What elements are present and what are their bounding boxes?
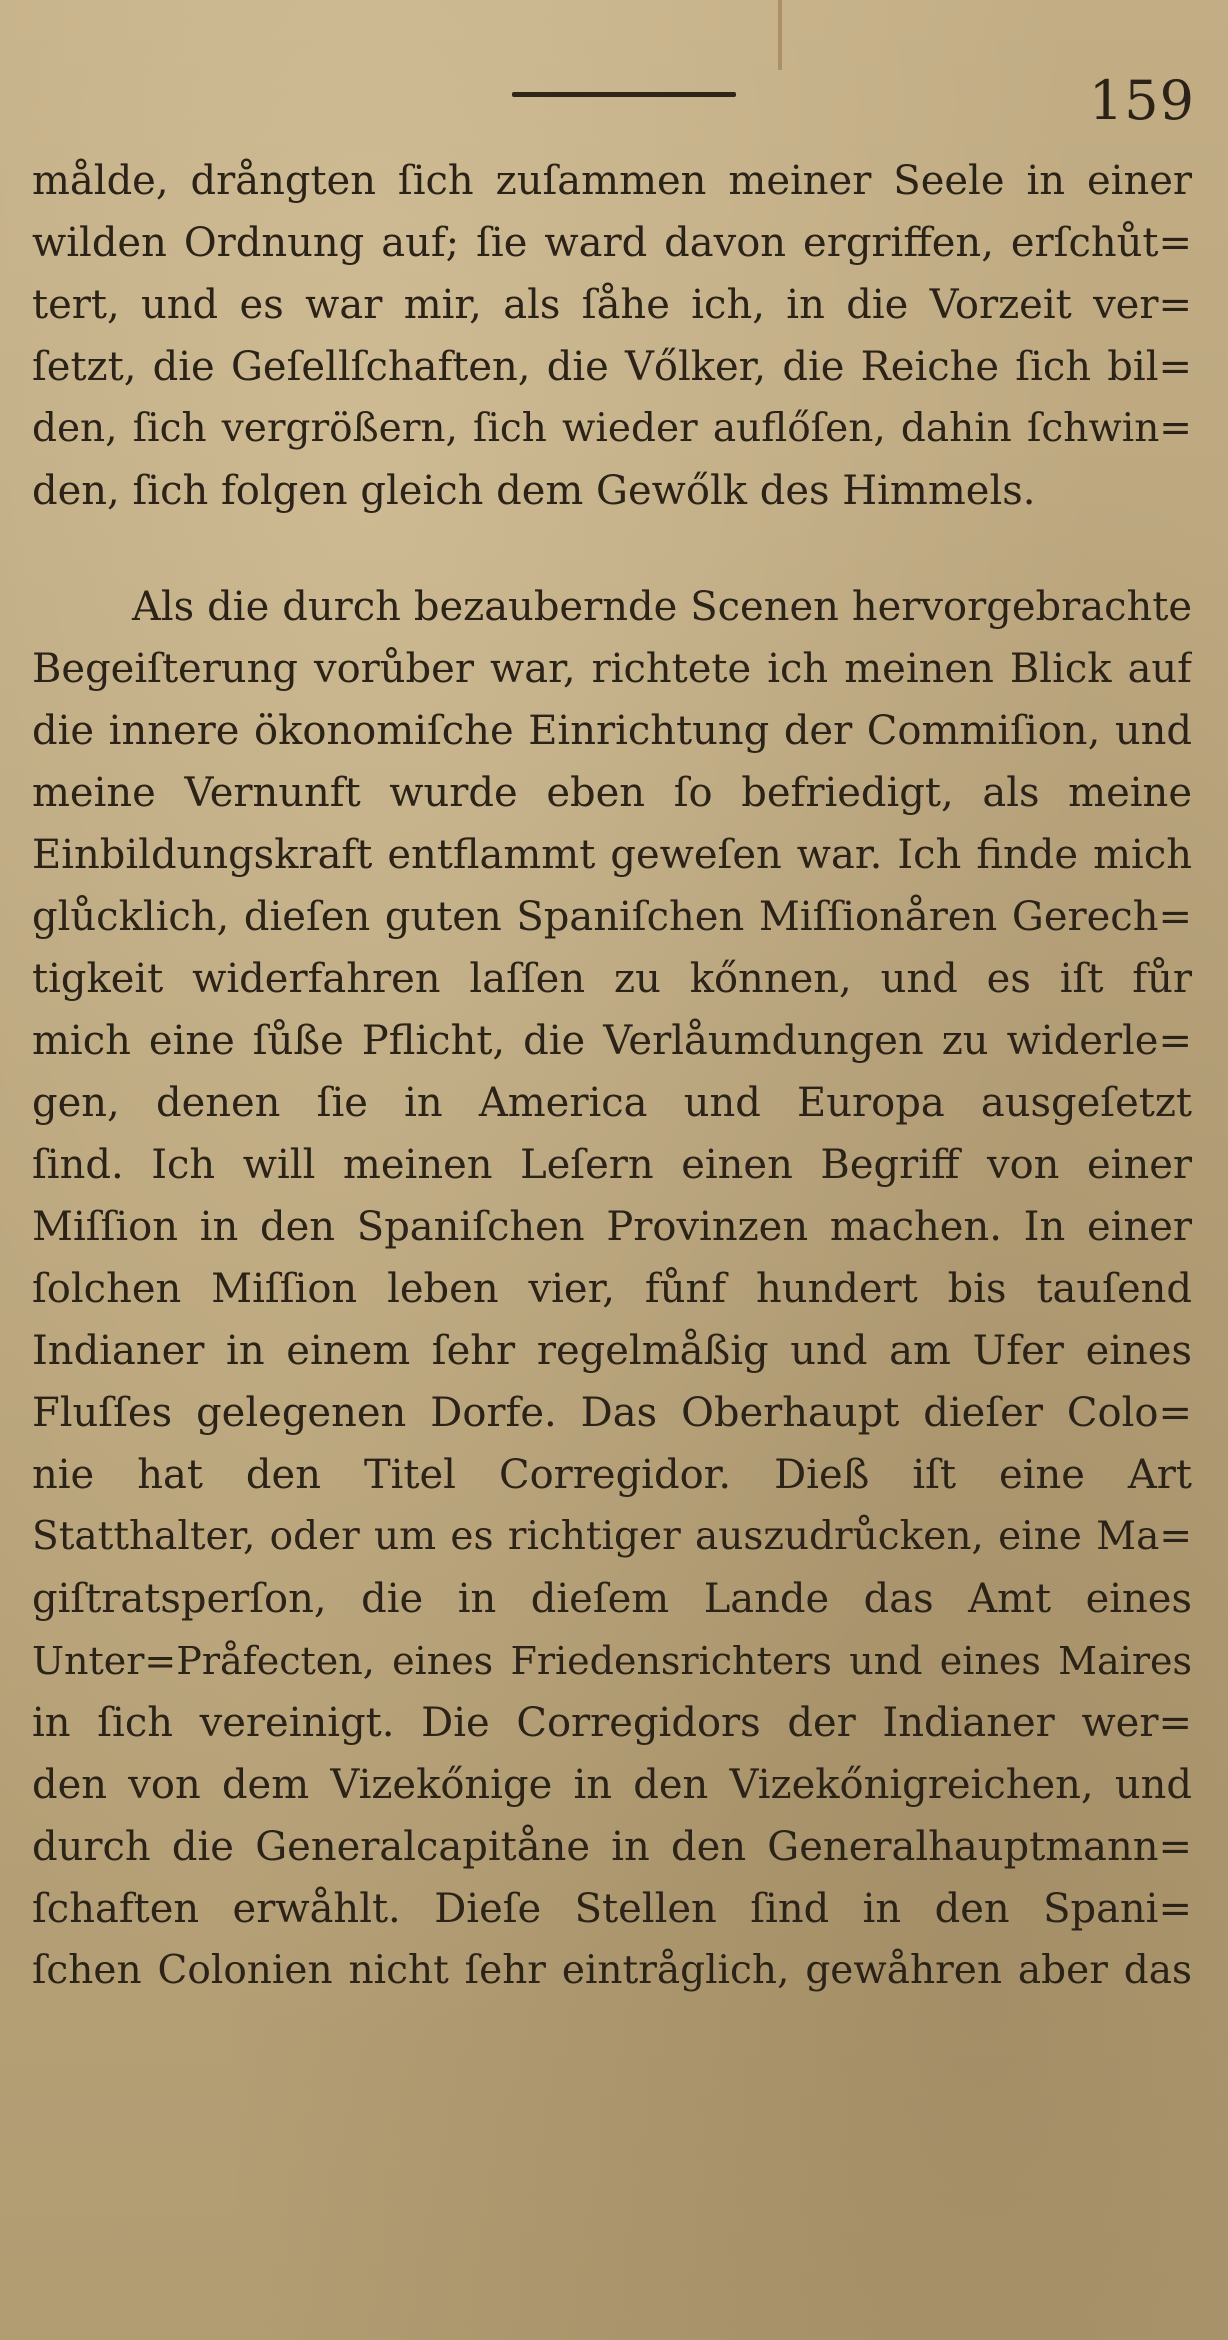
text-line: die innere ökonomiſche Einrichtung der Commiſion, und: [32, 708, 1192, 754]
text-line: ſchaften erwåhlt. Dieſe Stellen ſind in den Spani=: [32, 1886, 1192, 1932]
text-line: ſolchen Miſſion leben vier, fůnf hundert bis tauſend: [32, 1266, 1192, 1312]
body-text: [32, 150, 1192, 2002]
text-line: målde, drångten ſich zuſammen meiner Seele in einer: [32, 158, 1192, 204]
text-line: glůcklich, dieſen guten Spaniſchen Miſſionåren Gerech=: [32, 894, 1192, 940]
text-line: Einbildungskraft entflammt geweſen war. Ich finde mich: [32, 832, 1192, 878]
page-number: 159: [1088, 69, 1195, 132]
text-line: Unter=Pråfecten, eines Friedensrichters und eines Maires: [32, 1639, 1192, 1683]
paragraph-gap: [32, 522, 1192, 576]
text-line: meine Vernunft wurde eben ſo befriedigt, als meine: [32, 770, 1192, 816]
text-line: Statthalter, oder um es richtiger auszudrůcken, eine Ma=: [32, 1514, 1192, 1559]
text-line: ſchen Colonien nicht ſehr eintråglich, gewåhren aber das: [32, 1948, 1192, 1993]
text-line: Miſſion in den Spaniſchen Provinzen machen. In einer: [32, 1204, 1192, 1250]
text-line: durch die Generalcapitåne in den Generalhauptmann=: [32, 1824, 1192, 1870]
text-line: wilden Ordnung auf; ſie ward davon ergriffen, erſchůt=: [32, 220, 1192, 266]
page-crease: [778, 0, 782, 70]
text-line: in ſich vereinigt. Die Corregidors der Indianer wer=: [32, 1700, 1192, 1746]
text-line: mich eine ſůße Pflicht, die Verlåumdungen zu widerle=: [32, 1018, 1192, 1064]
text-line: den, ſich vergrößern, ſich wieder auflőſen, dahin ſchwin=: [32, 406, 1192, 451]
text-line: nie hat den Titel Corregidor. Dieß iſt eine Art: [32, 1452, 1192, 1498]
text-line: ſetzt, die Geſellſchaften, die Vőlker, die Reiche ſich bil=: [32, 344, 1192, 390]
text-line: Begeiſterung vorůber war, richtete ich meinen Blick auf: [32, 646, 1192, 692]
text-line: ſind. Ich will meinen Leſern einen Begriff von einer: [32, 1142, 1192, 1188]
text-line: tert, und es war mir, als ſåhe ich, in die Vorzeit ver=: [32, 282, 1192, 328]
text-line: Indianer in einem ſehr regelmåßig und am Ufer eines: [32, 1328, 1192, 1374]
text-line: gen, denen ſie in America und Europa ausgeſetzt: [32, 1080, 1192, 1126]
header-rule: [512, 92, 736, 97]
text-line: den, ſich folgen gleich dem Gewőlk des Himmels.: [32, 468, 1036, 514]
text-line: tigkeit widerfahren laſſen zu kőnnen, und es iſt fůr: [32, 956, 1192, 1002]
text-line: Als die durch bezaubernde Scenen hervorgebrachte: [132, 584, 1192, 630]
text-line: den von dem Vizekőnige in den Vizekőnigreichen, und: [32, 1762, 1192, 1808]
text-line: giſtratsperſon, die in dieſem Lande das Amt eines: [32, 1576, 1192, 1622]
text-line: Fluſſes gelegenen Dorfe. Das Oberhaupt dieſer Colo=: [32, 1390, 1192, 1436]
